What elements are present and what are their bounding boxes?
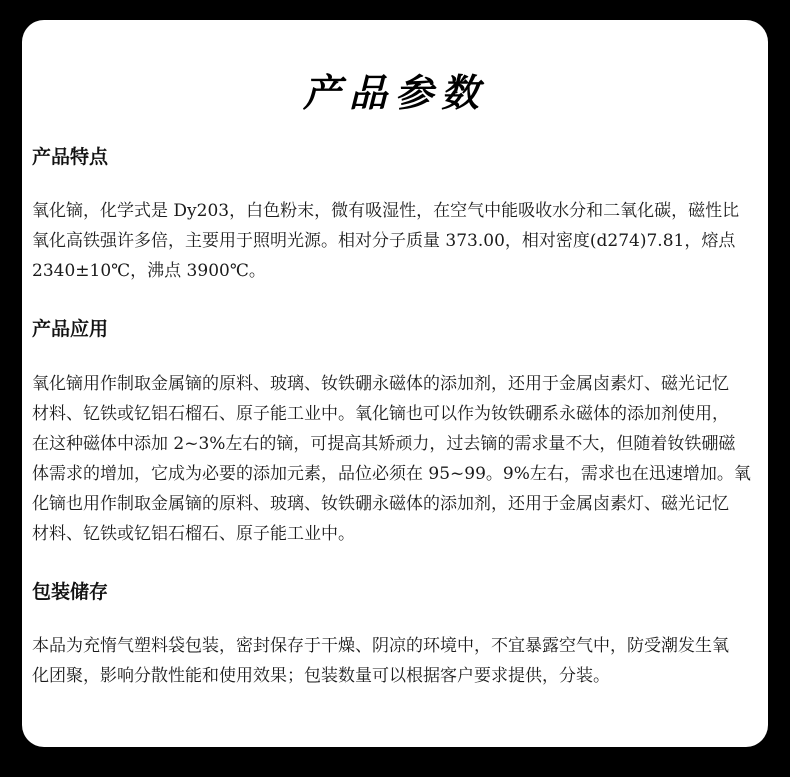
section-heading-features: 产品特点 bbox=[32, 146, 109, 168]
section-body-packaging bbox=[32, 631, 762, 691]
paragraph-line: 本品为充惰气塑料袋包装，密封保存于干燥、阴凉的环境中，不宜暴露空气中，防受潮发生氧 bbox=[32, 636, 729, 656]
section-heading-applications: 产品应用 bbox=[32, 318, 109, 340]
paragraph-line: 2340±10℃，沸点 3900℃。 bbox=[32, 261, 266, 281]
paragraph-line: 体需求的增加，它成为必要的添加元素，品位必须在 95~99。9%左右，需求也在迅速增加。氧 bbox=[32, 464, 751, 484]
content-card bbox=[22, 20, 768, 747]
section-body-applications bbox=[32, 369, 762, 549]
section-heading-packaging: 包装储存 bbox=[32, 581, 109, 603]
page-title: 产品参数 bbox=[302, 71, 487, 115]
section-body-features bbox=[32, 196, 762, 286]
paragraph-line: 在这种磁体中添加 2~3%左右的镝，可提高其矫顽力，过去镝的需求量不大，但随着钕铁硼磁 bbox=[32, 434, 736, 454]
paragraph-line: 氧化镝，化学式是 Dy203，白色粉末，微有吸湿性，在空气中能吸收水分和二氧化碳，磁性比 bbox=[32, 201, 740, 221]
paragraph-line: 材料、钇铁或钇铝石榴石、原子能工业中。 bbox=[32, 524, 355, 544]
paragraph-line: 材料、钇铁或钇铝石榴石、原子能工业中。氧化镝也可以作为钕铁硼系永磁体的添加剂使用， bbox=[32, 404, 729, 424]
paragraph-line: 化团聚，影响分散性能和使用效果；包装数量可以根据客户要求提供，分装。 bbox=[32, 666, 610, 686]
paragraph-line: 氧化镝用作制取金属镝的原料、玻璃、钕铁硼永磁体的添加剂，还用于金属卤素灯、磁光记忆 bbox=[32, 374, 729, 394]
paragraph-line: 化镝也用作制取金属镝的原料、玻璃、钕铁硼永磁体的添加剂，还用于金属卤素灯、磁光记忆 bbox=[32, 494, 729, 514]
paragraph-line: 氧化高铁强许多倍，主要用于照明光源。相对分子质量 373.00，相对密度(d274)7.81，熔点 bbox=[32, 231, 736, 251]
